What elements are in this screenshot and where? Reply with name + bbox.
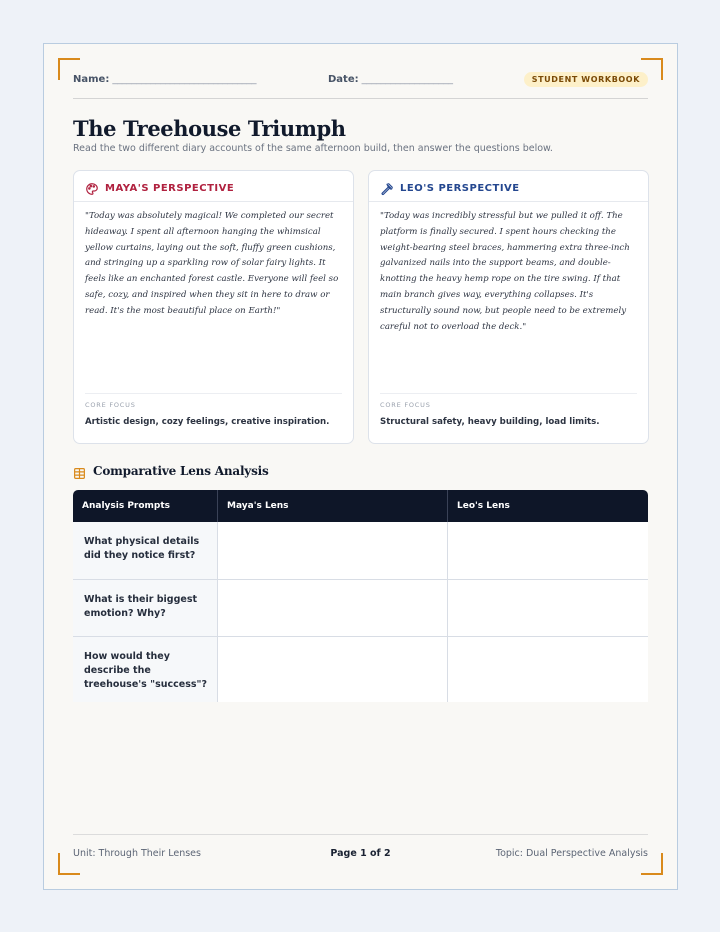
footer-unit: Unit: Through Their Lenses — [73, 848, 201, 859]
divider — [380, 393, 637, 394]
footer-page-number: Page 1 of 2 — [330, 848, 391, 859]
date-field[interactable] — [328, 74, 453, 85]
leo-answer-cell[interactable] — [447, 580, 648, 636]
name-label: Name: — [73, 74, 110, 85]
maya-answer-cell[interactable] — [217, 637, 447, 702]
leo-card-title: LEO'S PERSPECTIVE — [400, 182, 520, 194]
maya-answer-cell[interactable] — [217, 522, 447, 579]
maya-perspective-card — [73, 170, 354, 444]
date-blank[interactable]: ___________________ — [361, 74, 453, 85]
hammer-icon — [380, 181, 394, 195]
column-header-leo: Leo's Lens — [447, 490, 648, 522]
date-label: Date: — [328, 74, 359, 85]
maya-card-title: MAYA'S PERSPECTIVE — [105, 182, 235, 194]
table-row — [73, 522, 648, 580]
column-header-prompts: Analysis Prompts — [82, 501, 171, 511]
maya-card-header — [85, 181, 234, 195]
column-header-maya: Maya's Lens — [217, 490, 447, 522]
leo-card-header — [380, 181, 520, 195]
page-instructions: Read the two different diary accounts of the same afternoon build, then answer the questions below. — [73, 143, 553, 154]
leo-answer-cell[interactable] — [447, 522, 648, 579]
worksheet-footer — [73, 834, 648, 864]
analysis-prompt: What physical details did they notice first? — [73, 522, 217, 579]
analysis-prompt: How would they describe the treehouse's "success"? — [73, 637, 217, 702]
table-icon — [73, 465, 86, 478]
name-blank[interactable]: ______________________________ — [112, 74, 257, 85]
comparative-analysis-table — [73, 490, 648, 702]
worksheet-header — [73, 71, 648, 99]
divider — [74, 201, 353, 202]
leo-perspective-card — [368, 170, 649, 444]
leo-focus-label: CORE FOCUS — [380, 401, 431, 409]
name-field[interactable] — [73, 74, 256, 85]
analysis-section-title: Comparative Lens Analysis — [93, 464, 269, 478]
leo-focus-text: Structural safety, heavy building, load limits. — [380, 417, 600, 427]
maya-focus-label: CORE FOCUS — [85, 401, 136, 409]
analysis-section-header — [73, 464, 269, 478]
leo-diary-quote: "Today was incredibly stressful but we pulled it off. The platform is finally secured. I spent hours checking the weight-bearing steel braces, hammering extra three-inch galvanized nails into the support beams, and double-knotting the heavy hemp rope on the tire swing. If that main branch gives way, everything collapses. It's structurally sound now, but people need to be extremely careful not to overload the deck." — [380, 211, 630, 332]
analysis-prompt: What is their biggest emotion? Why? — [73, 580, 217, 636]
table-header-row — [73, 490, 648, 522]
maya-focus-text: Artistic design, cozy feelings, creative inspiration. — [85, 417, 330, 427]
leo-answer-cell[interactable] — [447, 637, 648, 702]
page-title: The Treehouse Triumph — [73, 116, 346, 141]
maya-diary-quote: "Today was absolutely magical! We completed our secret hideaway. I spent all afternoon hanging the whimsical yellow curtains, laying out the soft, fluffy green cushions, and stringing up a sparkling row of solar fairy lights. It feels like an enchanted forest castle. Everyone will feel so safe, cozy, and inspired when they sit in here to draw or read. It's the most beautiful place on Earth!" — [85, 211, 339, 316]
table-row — [73, 637, 648, 702]
worksheet-page — [43, 43, 678, 890]
table-row — [73, 580, 648, 637]
divider — [85, 393, 342, 394]
divider — [369, 201, 648, 202]
maya-answer-cell[interactable] — [217, 580, 447, 636]
footer-topic: Topic: Dual Perspective Analysis — [495, 848, 648, 859]
palette-icon — [85, 181, 99, 195]
workbook-badge: STUDENT WORKBOOK — [524, 72, 648, 87]
